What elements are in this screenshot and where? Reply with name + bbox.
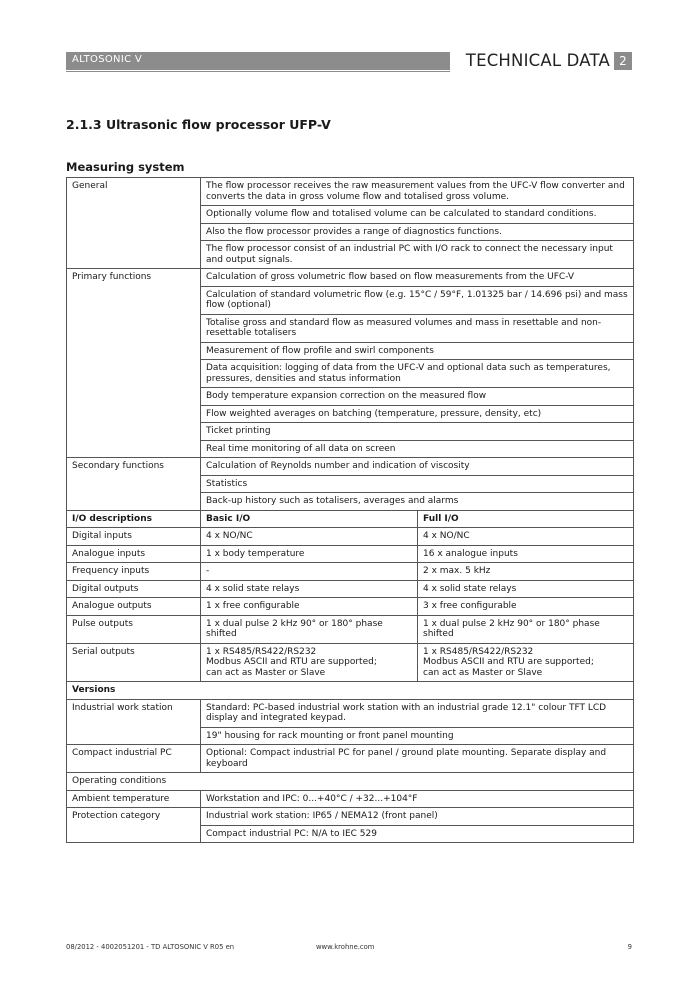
page-header xyxy=(66,52,632,70)
row-label: Ambient temperature xyxy=(67,790,201,808)
row-value: 1 x free configurable xyxy=(201,598,418,616)
row-label: Secondary functions xyxy=(67,458,201,511)
versions-heading: Versions xyxy=(67,682,634,700)
row-value: 3 x free configurable xyxy=(418,598,634,616)
io-header-cell: Basic I/O xyxy=(201,510,418,528)
row-value: Real time monitoring of all data on screen xyxy=(201,440,634,458)
footer-website: www.krohne.com xyxy=(316,943,375,951)
row-value: 1 x body temperature xyxy=(201,545,418,563)
table-row xyxy=(67,699,634,727)
row-value: Calculation of standard volumetric flow (e.g. 15°C / 59°F, 1.01325 bar / 14.696 psi) and mass flow (optional) xyxy=(201,286,634,314)
table-row xyxy=(67,563,634,581)
row-value: Calculation of gross volumetric flow based on flow measurements from the UFC-V xyxy=(201,269,634,287)
row-value: Body temperature expansion correction on the measured flow xyxy=(201,388,634,406)
table-row xyxy=(67,598,634,616)
table-row xyxy=(67,745,634,773)
row-value: 19" housing for rack mounting or front panel mounting xyxy=(201,727,634,745)
row-label: Industrial work station xyxy=(67,699,201,745)
header-chapter-number: 2 xyxy=(614,52,632,70)
row-value: The flow processor receives the raw measurement values from the UFC-V flow converter and converts the data in gross volume flow and totalised gross volume. xyxy=(201,178,634,206)
row-value: 16 x analogue inputs xyxy=(418,545,634,563)
row-value: Optional: Compact industrial PC for panel / ground plate mounting. Separate display and keyboard xyxy=(201,745,634,773)
row-value: 1 x RS485/RS422/RS232 Modbus ASCII and RTU are supported; can act as Master or Slave xyxy=(201,643,418,682)
row-label: Analogue inputs xyxy=(67,545,201,563)
row-value: Standard: PC-based industrial work station with an industrial grade 12.1" colour TFT LCD display and integrated keypad. xyxy=(201,699,634,727)
section-title: 2.1.3 Ultrasonic flow processor UFP-V xyxy=(66,117,331,132)
io-header-cell: Full I/O xyxy=(418,510,634,528)
row-value: - xyxy=(201,563,418,581)
table-row xyxy=(67,643,634,682)
row-value: Calculation of Reynolds number and indication of viscosity xyxy=(201,458,634,476)
row-label: Analogue outputs xyxy=(67,598,201,616)
operating-heading: Operating conditions xyxy=(67,773,634,791)
table-row xyxy=(67,580,634,598)
row-value: Flow weighted averages on batching (temperature, pressure, density, etc) xyxy=(201,405,634,423)
footer-doc-id: 08/2012 - 4002051201 - TD ALTOSONIC V R05 en xyxy=(66,943,235,951)
row-value: Also the flow processor provides a range of diagnostics functions. xyxy=(201,223,634,241)
table-row xyxy=(67,269,634,287)
row-value: Workstation and IPC: 0...+40°C / +32...+104°F xyxy=(201,790,634,808)
header-product-name: ALTOSONIC V xyxy=(72,54,142,65)
row-label: Primary functions xyxy=(67,269,201,458)
row-label: Digital inputs xyxy=(67,528,201,546)
row-label: Compact industrial PC xyxy=(67,745,201,773)
table-body xyxy=(67,178,634,843)
row-value: 1 x RS485/RS422/RS232 Modbus ASCII and RTU are supported; can act as Master or Slave xyxy=(418,643,634,682)
subsection-title: Measuring system xyxy=(66,160,185,174)
row-value: Compact industrial PC: N/A to IEC 529 xyxy=(201,825,634,843)
row-value: 4 x NO/NC xyxy=(418,528,634,546)
footer-page-number: 9 xyxy=(627,943,632,951)
row-label: Frequency inputs xyxy=(67,563,201,581)
row-value: Totalise gross and standard flow as measured volumes and mass in resettable and non-resettable totalisers xyxy=(201,314,634,342)
table-row xyxy=(67,178,634,206)
io-header-row xyxy=(67,510,634,528)
table-row xyxy=(67,545,634,563)
row-value: 4 x NO/NC xyxy=(201,528,418,546)
row-value: Measurement of flow profile and swirl components xyxy=(201,342,634,360)
row-value: 4 x solid state relays xyxy=(418,580,634,598)
io-header-cell: I/O descriptions xyxy=(67,510,201,528)
row-value: 2 x max. 5 kHz xyxy=(418,563,634,581)
row-value: 1 x dual pulse 2 kHz 90° or 180° phase shifted xyxy=(418,615,634,643)
row-label: Protection category xyxy=(67,808,201,843)
row-value: Ticket printing xyxy=(201,423,634,441)
header-section-title: TECHNICAL DATA xyxy=(465,51,610,70)
row-label: Pulse outputs xyxy=(67,615,201,643)
row-label: General xyxy=(67,178,201,269)
header-rule xyxy=(66,71,450,72)
table-row xyxy=(67,528,634,546)
measuring-system-table xyxy=(66,177,634,843)
row-value: Optionally volume flow and totalised volume can be calculated to standard conditions. xyxy=(201,206,634,224)
table-row xyxy=(67,615,634,643)
table-row xyxy=(67,458,634,476)
table-row xyxy=(67,790,634,808)
table-row xyxy=(67,808,634,826)
row-value: The flow processor consist of an industrial PC with I/O rack to connect the necessary input and output signals. xyxy=(201,241,634,269)
row-value: Statistics xyxy=(201,475,634,493)
row-value: 4 x solid state relays xyxy=(201,580,418,598)
row-label: Serial outputs xyxy=(67,643,201,682)
row-label: Digital outputs xyxy=(67,580,201,598)
row-value: Data acquisition: logging of data from the UFC-V and optional data such as temperatures, pressures, densities and status information xyxy=(201,360,634,388)
row-value: 1 x dual pulse 2 kHz 90° or 180° phase shifted xyxy=(201,615,418,643)
row-value: Back-up history such as totalisers, averages and alarms xyxy=(201,493,634,511)
operating-heading-row xyxy=(67,773,634,791)
row-value: Industrial work station: IP65 / NEMA12 (front panel) xyxy=(201,808,634,826)
versions-heading-row xyxy=(67,682,634,700)
